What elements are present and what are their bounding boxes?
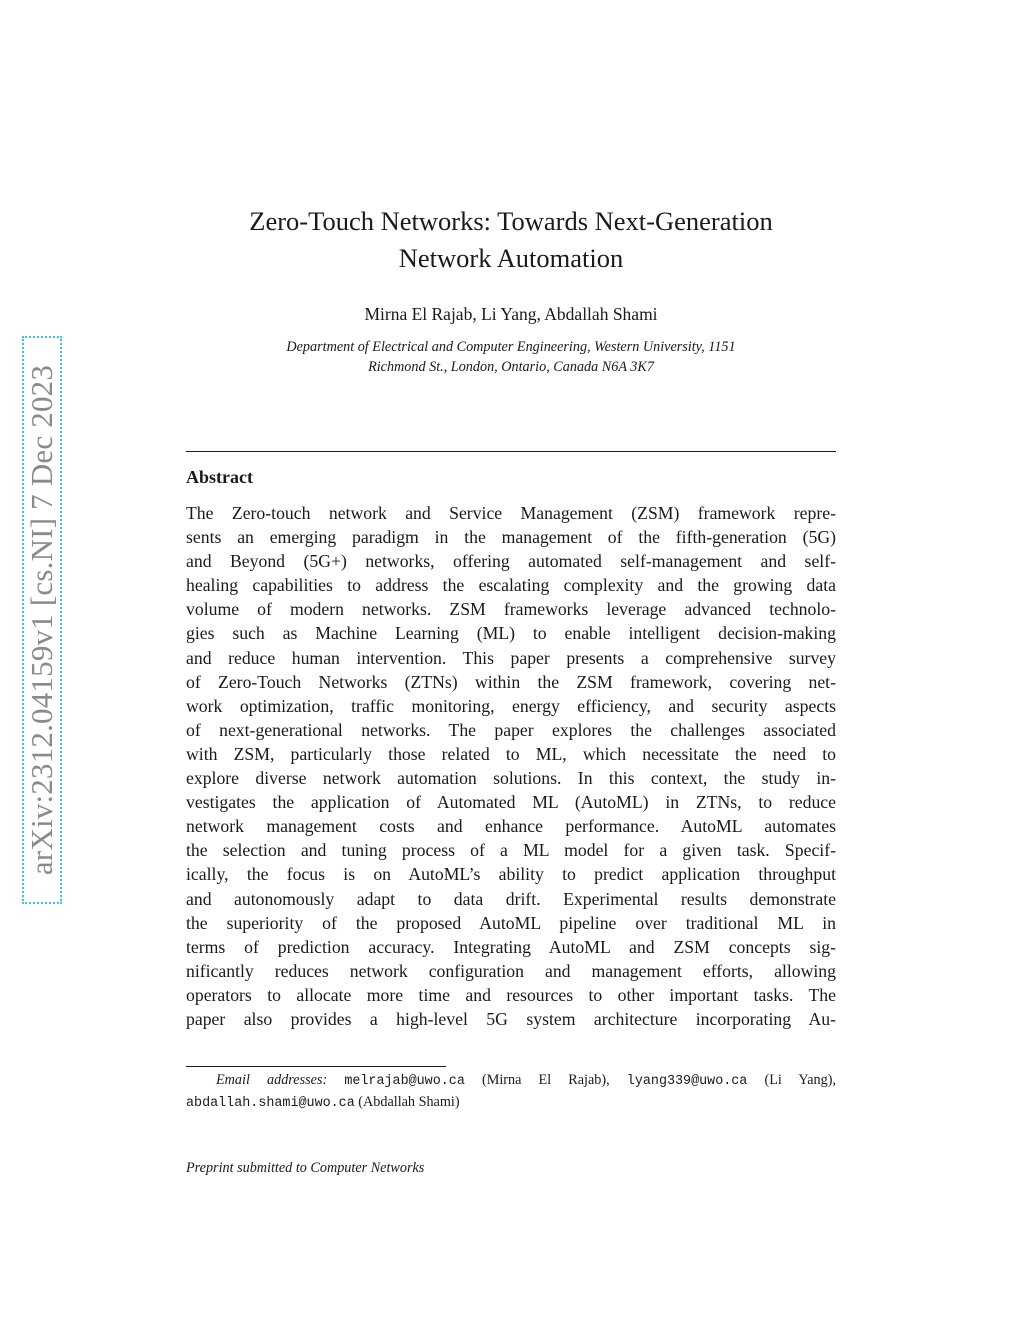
abstract-line: of Zero-Touch Networks (ZTNs) within the ZSM framework, covering net- [186, 671, 836, 692]
abstract-line: nificantly reduces network configuration and management efforts, allowing [186, 960, 836, 981]
abstract-line: terms of prediction accuracy. Integrating AutoML and ZSM concepts sig- [186, 936, 836, 957]
author-name-li: (Li Yang), [764, 1072, 837, 1088]
affiliation-line: Department of Electrical and Computer Engineering, Western University, 1151 [286, 339, 736, 355]
email-link-abdallah[interactable]: abdallah.shami@uwo.ca [186, 1096, 355, 1111]
abstract-line: volume of modern networks. ZSM frameworks leverage advanced technolo- [186, 599, 836, 620]
paper-title-line: Zero-Touch Networks: Towards Next-Generation [249, 206, 773, 236]
paper-title-line: Network Automation [398, 243, 624, 273]
author-name-abdallah: (Abdallah Shami) [358, 1094, 460, 1110]
abstract-line: sents an emerging paradigm in the management of the fifth-generation (5G) [186, 527, 836, 548]
abstract-line: paper also provides a high-level 5G system architecture incorporating Au- [186, 1008, 836, 1029]
email-link-mirna[interactable]: melrajab@uwo.ca [344, 1074, 465, 1089]
email-link-li[interactable]: lyang339@uwo.ca [626, 1074, 748, 1089]
abstract-line: explore diverse network automation solutions. In this context, the study in- [186, 768, 836, 789]
abstract-line: and autonomously adapt to data drift. Experimental results demonstrate [186, 888, 836, 909]
abstract-line: ically, the focus is on AutoML’s ability to predict application throughput [186, 864, 836, 885]
abstract-body [186, 501, 836, 1031]
email-footnote [186, 1070, 836, 1114]
footnote-line [186, 1070, 836, 1092]
abstract-line: and reduce human intervention. This paper presents a comprehensive survey [186, 647, 836, 668]
abstract-line: vestigates the application of Automated ML (AutoML) in ZTNs, to reduce [186, 792, 836, 813]
arxiv-identifier-text: arXiv:2312.04159v1 [cs.NI] 7 Dec 2023 [24, 364, 59, 876]
abstract-line: and Beyond (5G+) networks, offering automated self-management and self- [186, 551, 836, 572]
abstract-line: operators to allocate more time and resources to other important tasks. The [186, 984, 836, 1005]
section-divider [186, 451, 836, 452]
author-name-mirna: (Mirna El Rajab), [482, 1072, 610, 1088]
preprint-notice: Preprint submitted to Computer Networks [186, 1160, 425, 1176]
arxiv-identifier-stamp [22, 336, 62, 904]
affiliation-line: Richmond St., London, Ontario, Canada N6A 3K7 [368, 359, 654, 375]
abstract-line: healing capabilities to address the escalating complexity and the growing data [186, 575, 836, 596]
abstract-line: The Zero-touch network and Service Management (ZSM) framework repre- [186, 503, 836, 523]
footnote-divider [186, 1066, 446, 1067]
abstract-line: with ZSM, particularly those related to ML, which necessitate the need to [186, 743, 836, 764]
abstract-line: of next-generational networks. The paper explores the challenges associated [186, 719, 836, 740]
email-addresses-label: Email addresses: [216, 1072, 328, 1088]
author-affiliation [186, 337, 836, 377]
abstract-line: the superiority of the proposed AutoML pipeline over traditional ML in [186, 912, 836, 933]
author-list: Mirna El Rajab, Li Yang, Abdallah Shami [364, 304, 658, 324]
abstract-line: the selection and tuning process of a ML model for a given task. Specif- [186, 840, 836, 861]
abstract-line: gies such as Machine Learning (ML) to enable intelligent decision-making [186, 623, 836, 644]
footnote-line [186, 1092, 836, 1114]
abstract-line: work optimization, traffic monitoring, energy efficiency, and security aspects [186, 695, 836, 716]
abstract-line: network management costs and enhance performance. AutoML automates [186, 816, 836, 837]
paper-title [186, 203, 836, 277]
abstract-heading: Abstract [186, 467, 253, 487]
